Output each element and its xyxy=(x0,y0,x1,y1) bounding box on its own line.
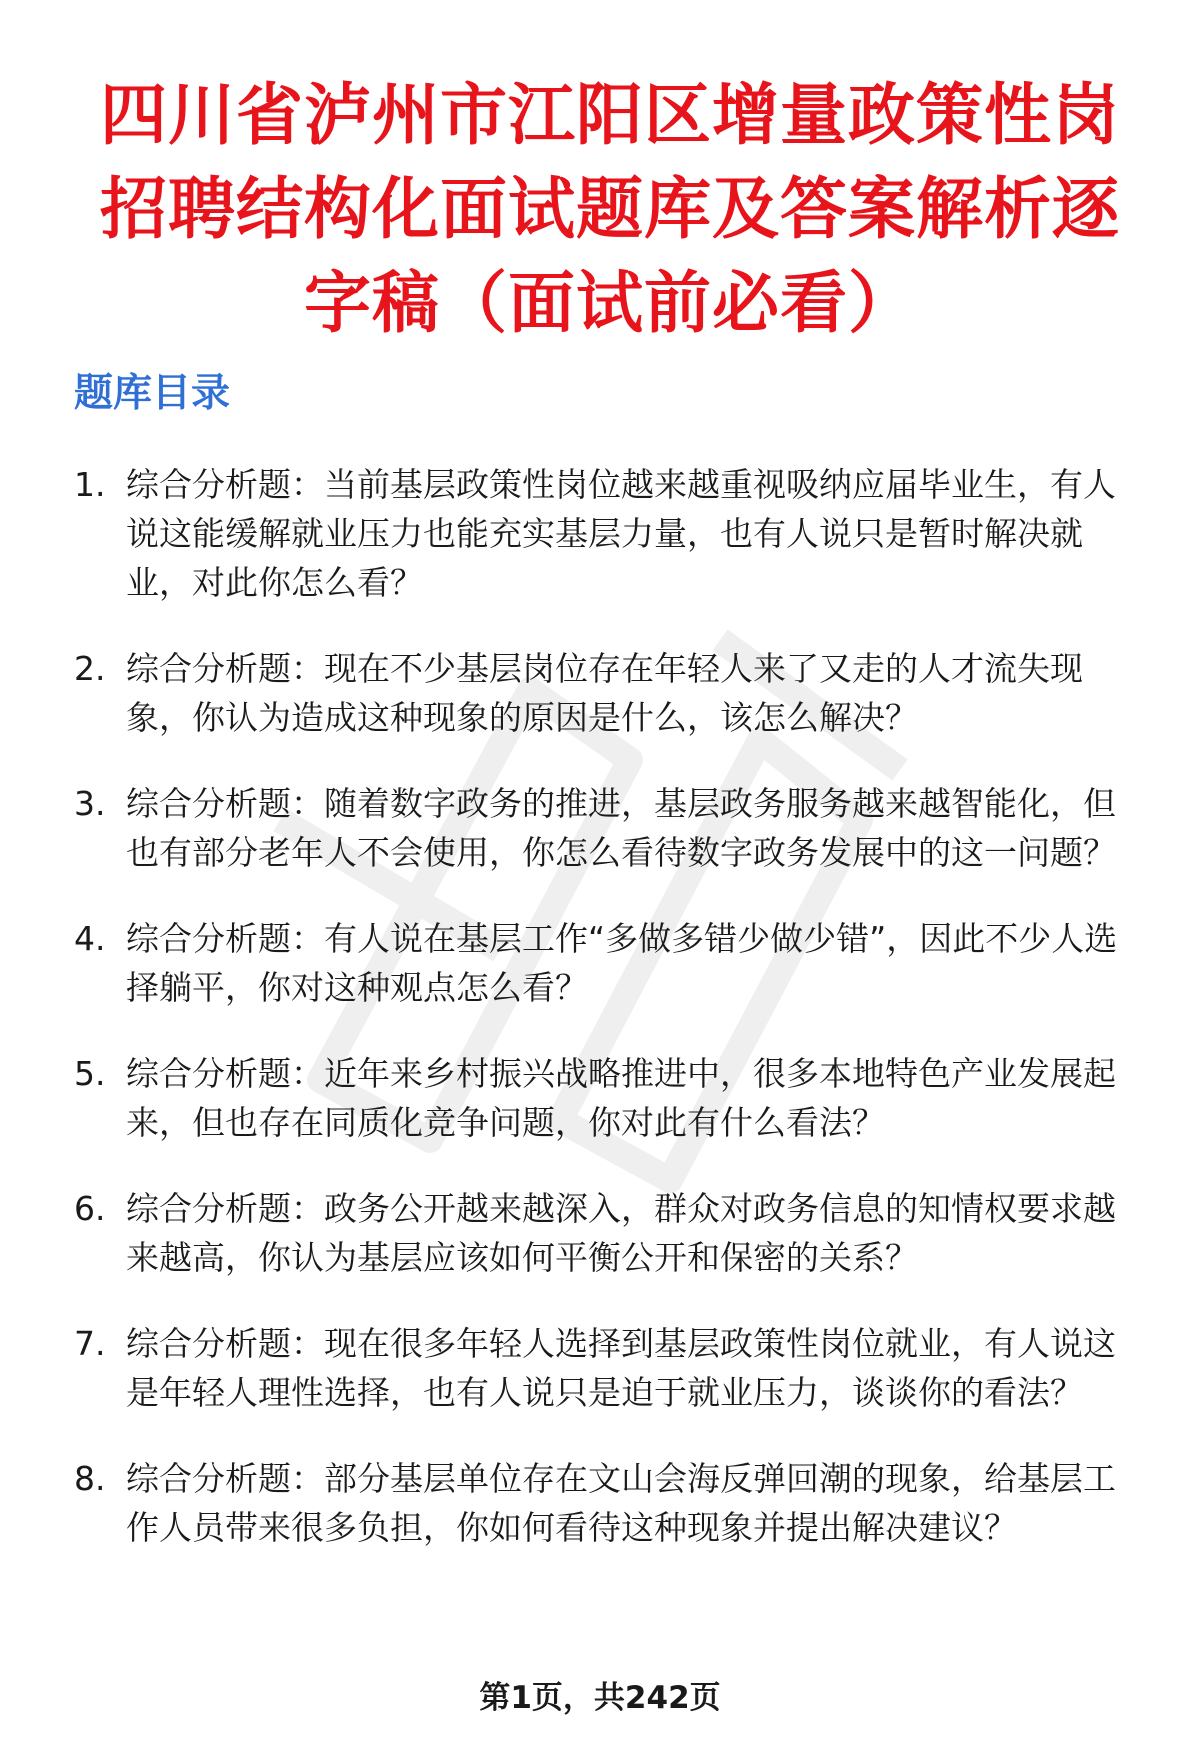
question-text: 综合分析题：政务公开越来越深入，群众对政务信息的知情权要求越来越高，你认为基层应该如何平衡公开和保密的关系？ xyxy=(126,1189,1116,1277)
document-title: 四川省泸州市江阳区增量政策性岗招聘结构化面试题库及答案解析逐字稿（面试前必看） xyxy=(100,76,1120,342)
list-item xyxy=(74,779,1134,877)
question-text: 综合分析题：近年来乡村振兴战略推进中，很多本地特色产业发展起来，但也存在同质化竞争问题，你对此有什么看法？ xyxy=(126,1054,1116,1142)
question-number: 8. xyxy=(74,1459,106,1498)
question-text: 综合分析题：有人说在基层工作“多做多错少做少错”，因此不少人选择躺平，你对这种观点怎么看？ xyxy=(126,919,1118,1007)
question-number: 4. xyxy=(74,919,106,958)
question-number: 3. xyxy=(74,784,106,823)
question-text: 综合分析题：现在不少基层岗位存在年轻人来了又走的人才流失现象，你认为造成这种现象的原因是什么，该怎么解决？ xyxy=(126,649,1083,737)
question-text: 综合分析题：部分基层单位存在文山会海反弹回潮的现象，给基层工作人员带来很多负担，你如何看待这种现象并提出解决建议？ xyxy=(126,1459,1116,1547)
list-item xyxy=(74,1454,1134,1552)
list-item xyxy=(74,460,1134,607)
question-text: 综合分析题：当前基层政策性岗位越来越重视吸纳应届毕业生，有人说这能缓解就业压力也能充实基层力量，也有人说只是暂时解决就业，对此你怎么看？ xyxy=(126,465,1116,602)
question-text: 综合分析题：现在很多年轻人选择到基层政策性岗位就业，有人说这是年轻人理性选择，也有人说只是迫于就业压力，谈谈你的看法？ xyxy=(126,1324,1116,1412)
question-number: 7. xyxy=(74,1324,106,1363)
toc-heading: 题库目录 xyxy=(74,371,231,416)
list-item xyxy=(74,1319,1134,1417)
page-footer: 第1页，共242页 xyxy=(479,1680,721,1716)
list-item xyxy=(74,1049,1134,1147)
question-number: 6. xyxy=(74,1189,106,1228)
list-item xyxy=(74,1184,1134,1282)
question-number: 1. xyxy=(74,465,106,504)
question-text: 综合分析题：随着数字政务的推进，基层政务服务越来越智能化，但也有部分老年人不会使用，你怎么看待数字政务发展中的这一问题？ xyxy=(126,784,1116,872)
question-number: 5. xyxy=(74,1054,106,1093)
question-list xyxy=(74,460,1134,1589)
list-item xyxy=(74,914,1134,1012)
list-item xyxy=(74,644,1134,742)
question-number: 2. xyxy=(74,649,106,688)
